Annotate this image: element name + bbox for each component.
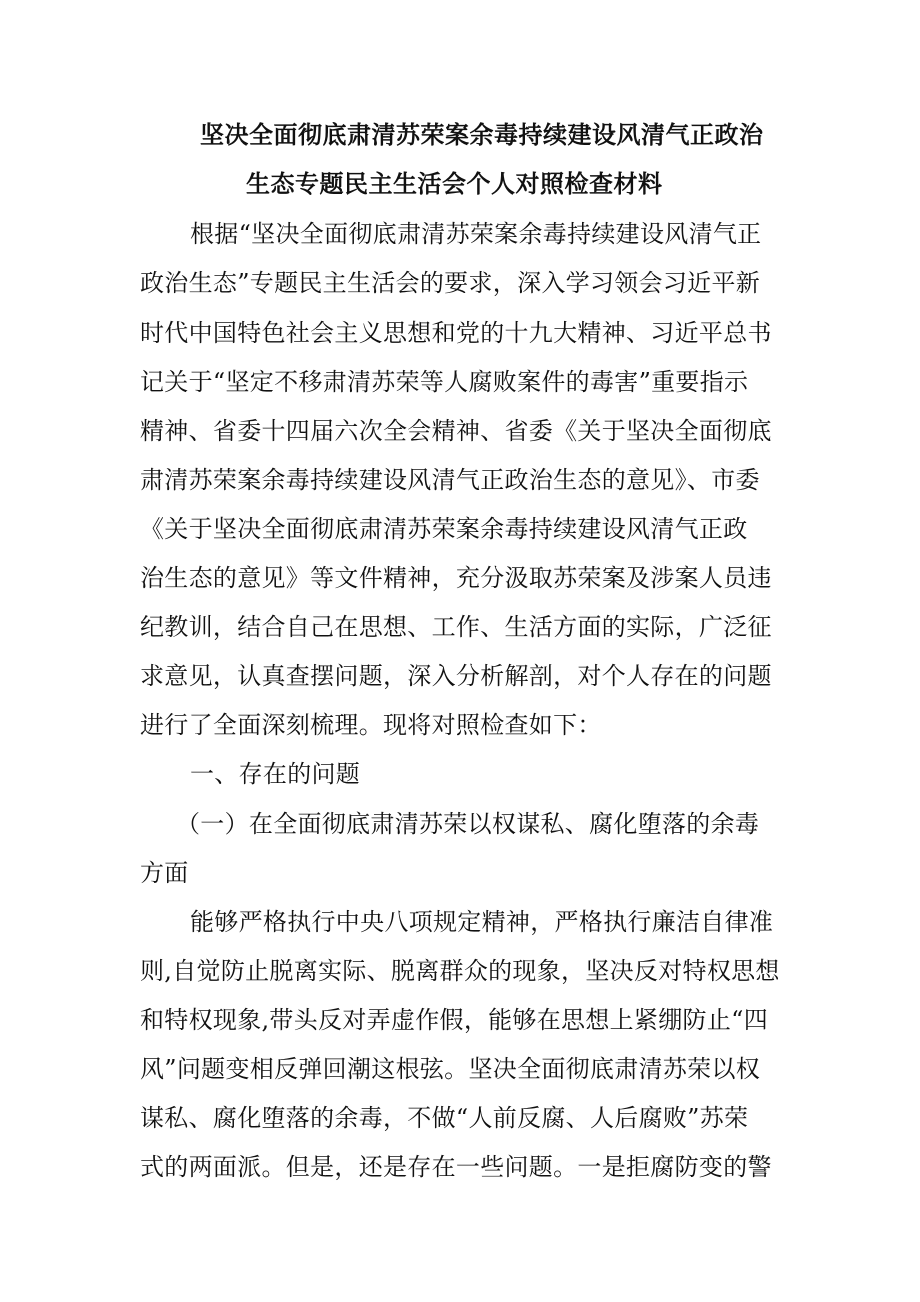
paragraph-line: 求意见，认真查摆问题，深入分析解剖，对个人存在的问题 [140,662,772,690]
paragraph-line: 能够严格执行中央八项规定精神，严格执行廉洁自律准 [190,908,774,936]
paragraph-line: 纪教训，结合自己在思想、工作、生活方面的实际，广泛征 [140,613,772,641]
paragraph-line: 肃清苏荣案余毒持续建设风清气正政治生态的意见》、市委 [140,466,760,494]
subsection-heading: （一）在全面彻底肃清苏荣以权谋私、腐化堕落的余毒 [176,810,760,838]
paragraph-line: 式的两面派。但是，还是存在一些问题。一是拒腐防变的警 [140,1153,772,1181]
paragraph-line: 精神、省委十四届六次全会精神、省委《关于坚决全面彻底 [140,417,772,445]
paragraph-line: 则,自觉防止脱离实际、脱离群众的现象，坚决反对特权思想 [140,957,780,985]
paragraph-line: 记关于“坚定不移肃清苏荣等人腐败案件的毒害”重要指示 [140,368,749,396]
paragraph-line: 谋私、腐化堕落的余毒，不做“人前反腐、人后腐败”苏荣 [140,1104,749,1132]
document-title-line-2: 生态专题民主生活会个人对照检查材料 [246,169,663,198]
paragraph-line: 和特权现象,带头反对弄虚作假，能够在思想上紧绷防止“四 [140,1006,768,1034]
paragraph-line: 政治生态”专题民主生活会的要求，深入学习领会习近平新 [140,269,761,297]
subsection-heading-continued: 方面 [140,859,189,887]
section-heading: 一、存在的问题 [190,760,361,788]
paragraph-line: 时代中国特色社会主义思想和党的十九大精神、习近平总书 [140,319,772,347]
document-title-line-1: 坚决全面彻底肃清苏荣案余毒持续建设风清气正政治 [200,120,764,149]
paragraph-line: 根据“坚决全面彻底肃清苏荣案余毒持续建设风清气正 [190,220,762,248]
paragraph-line: 风”问题变相反弹回潮这根弦。坚决全面彻底肃清苏荣以权 [140,1055,761,1083]
paragraph-line: 进行了全面深刻梳理。现将对照检查如下： [140,711,602,739]
paragraph-line: 《关于坚决全面彻底肃清苏荣案余毒持续建设风清气正政 [140,515,748,543]
paragraph-line: 治生态的意见》等文件精神，充分汲取苏荣案及涉案人员违 [140,564,772,592]
